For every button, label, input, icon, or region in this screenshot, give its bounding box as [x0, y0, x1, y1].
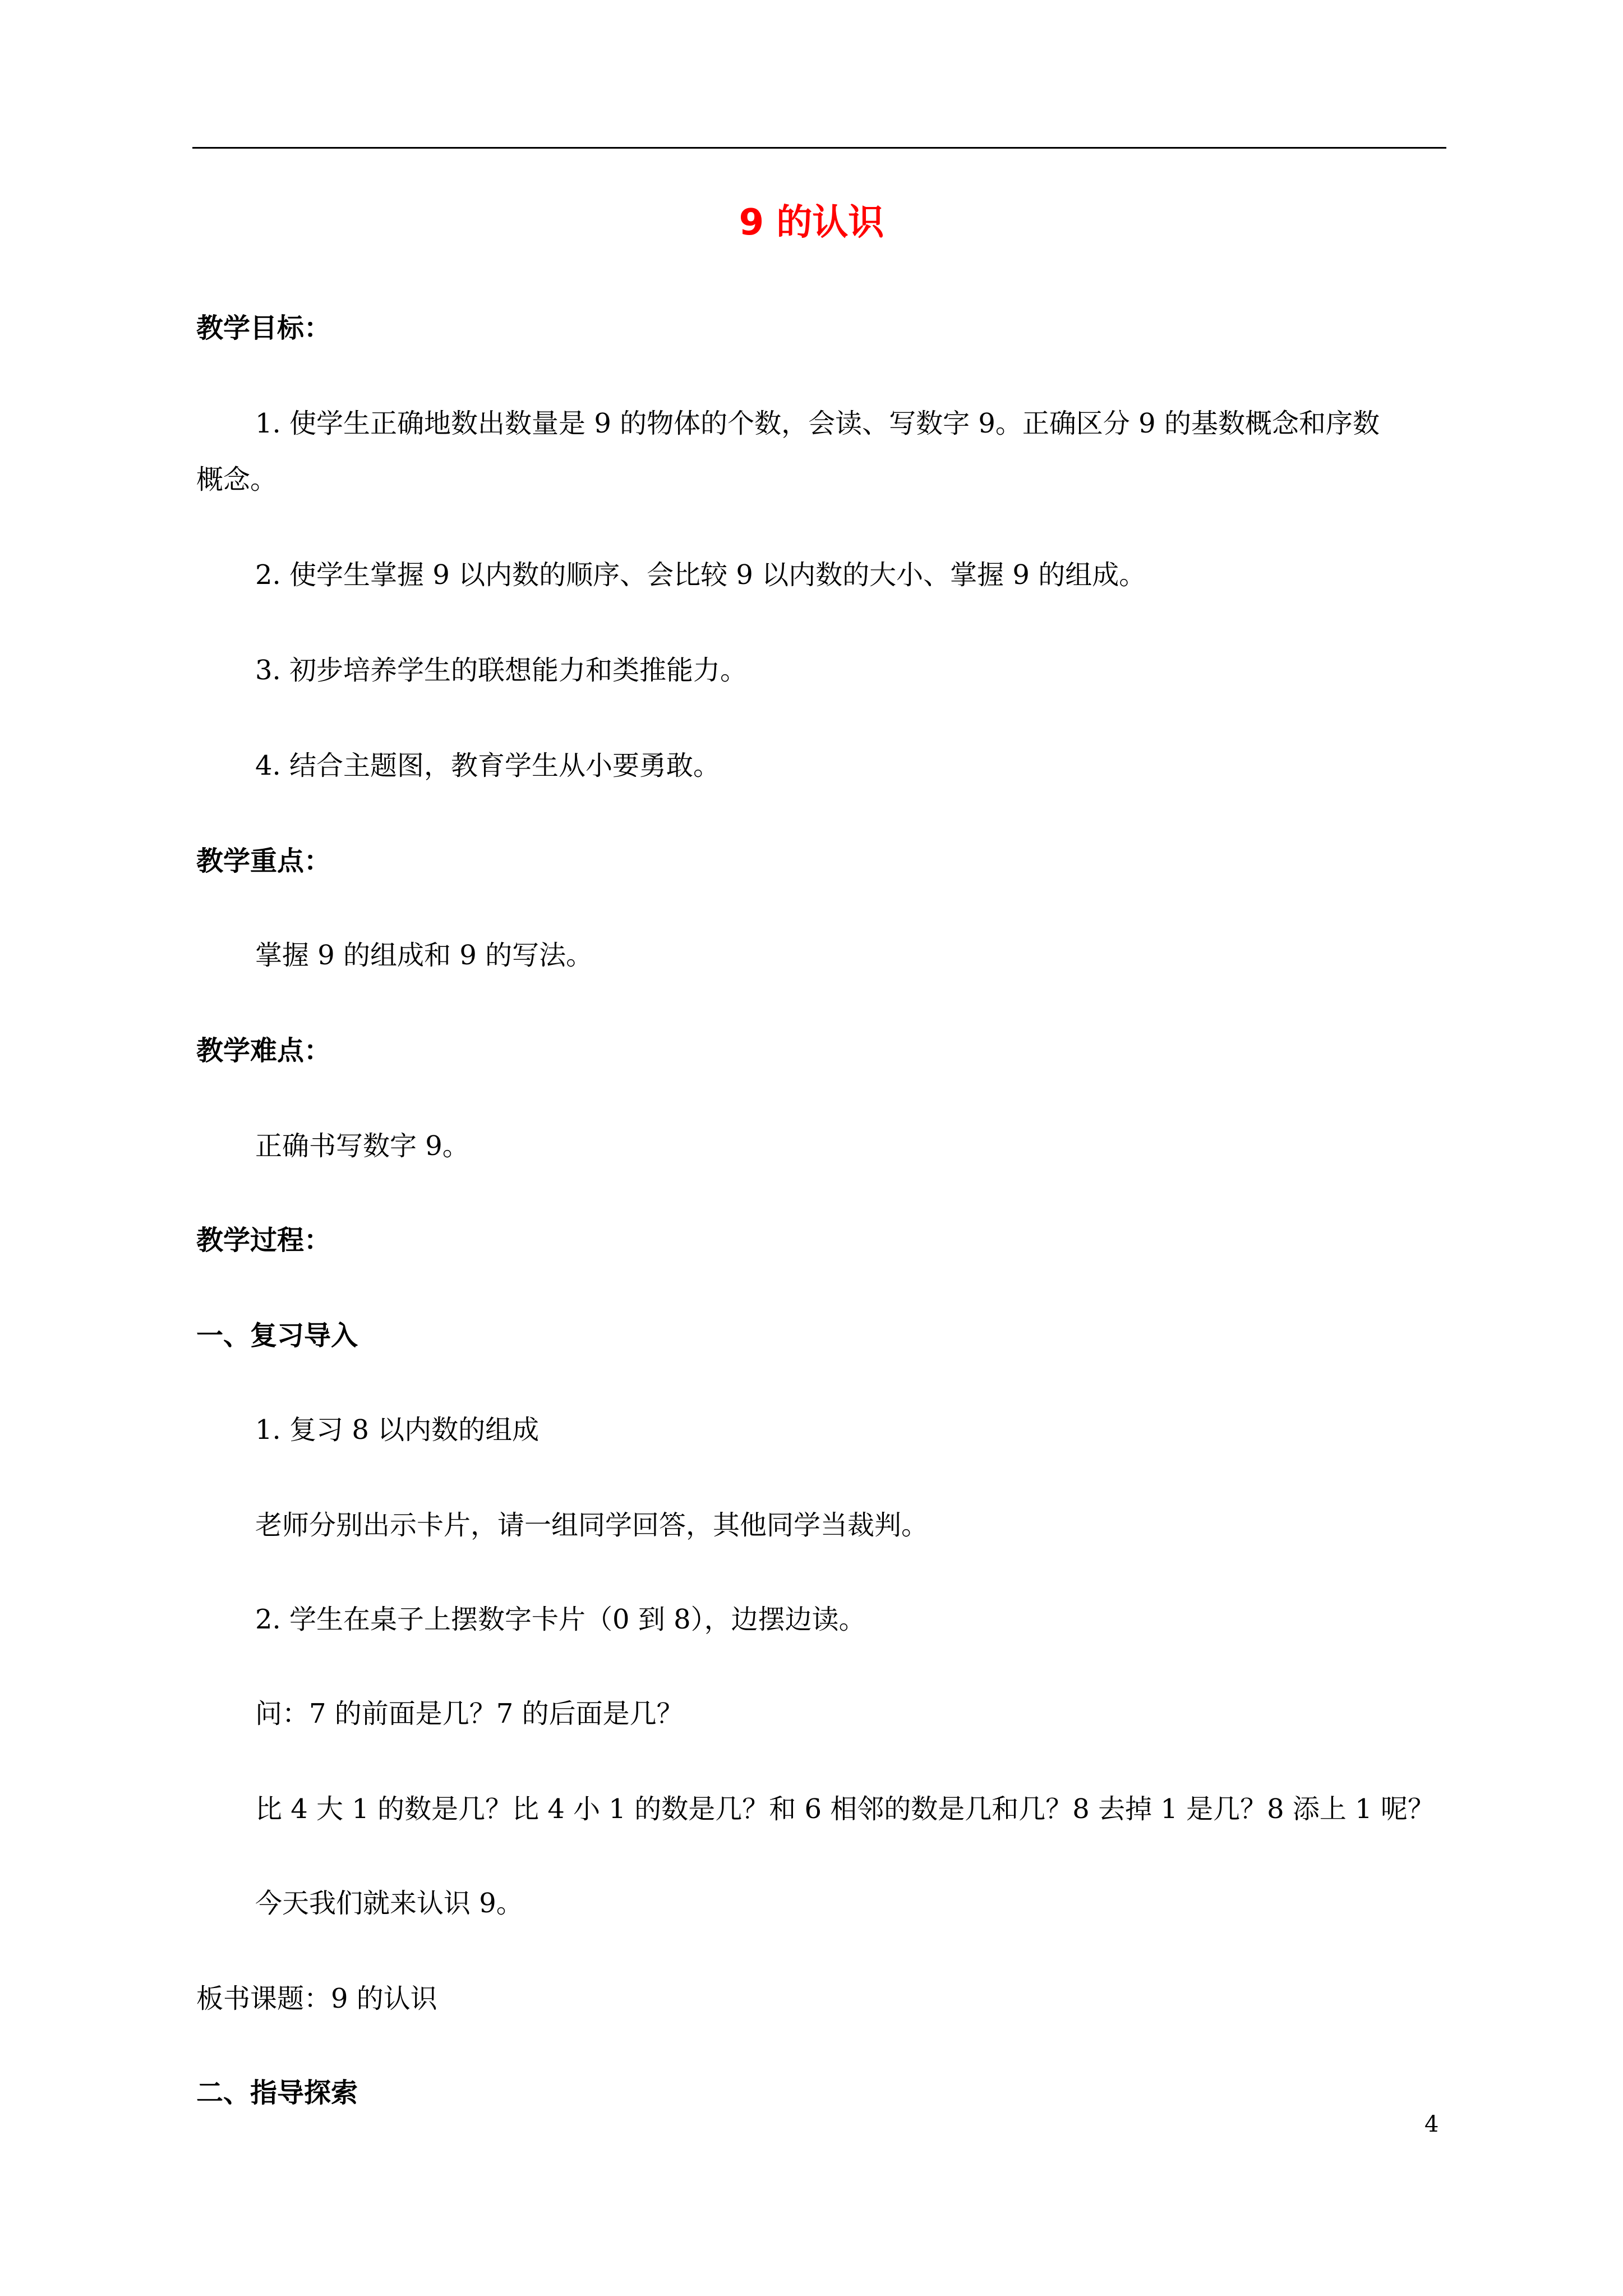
part1-item1: 1. 复习 8 以内数的组成 [255, 1414, 540, 1446]
part2-heading: 二、指导探索 [196, 2077, 358, 2109]
part1-intro: 今天我们就来认识 9。 [255, 1888, 523, 1919]
difficulty-heading: 教学难点： [196, 1035, 331, 1066]
goal-4: 4. 结合主题图，教育学生从小要勇敢。 [255, 750, 721, 781]
part1-item1-text: 老师分别出示卡片，请一组同学回答，其他同学当裁判。 [255, 1510, 929, 1541]
difficulty-text: 正确书写数字 9。 [255, 1130, 469, 1162]
header-rule [192, 147, 1446, 149]
process-heading: 教学过程： [196, 1225, 331, 1256]
part1-question2: 比 4 大 1 的数是几？比 4 小 1 的数是几？和 6 相邻的数是几和几？8 去掉 1 是几？8 添上 1 呢？ [255, 1793, 1435, 1825]
part1-item2: 2. 学生在桌子上摆数字卡片（0 到 8），边摆边读。 [255, 1604, 866, 1635]
part1-question1: 问：7 的前面是几？7 的后面是几？ [255, 1698, 684, 1729]
part1-heading: 一、复习导入 [196, 1320, 358, 1351]
goal-2: 2. 使学生掌握 9 以内数的顺序、会比较 9 以内数的大小、掌握 9 的组成。 [255, 559, 1146, 591]
page-title: 9 的认识 [739, 202, 884, 243]
board-title: 板书课题：9 的认识 [196, 1983, 437, 2014]
goal-1-line2: 概念。 [196, 464, 278, 495]
key-points-text: 掌握 9 的组成和 9 的写法。 [255, 940, 593, 971]
goals-heading: 教学目标： [196, 312, 331, 344]
page-number: 4 [1424, 2111, 1439, 2137]
goal-3: 3. 初步培养学生的联想能力和类推能力。 [255, 655, 748, 686]
key-points-heading: 教学重点： [196, 845, 331, 877]
goal-1-line1: 1. 使学生正确地数出数量是 9 的物体的个数，会读、写数字 9。正确区分 9 的基数概念和序数 [255, 408, 1380, 439]
